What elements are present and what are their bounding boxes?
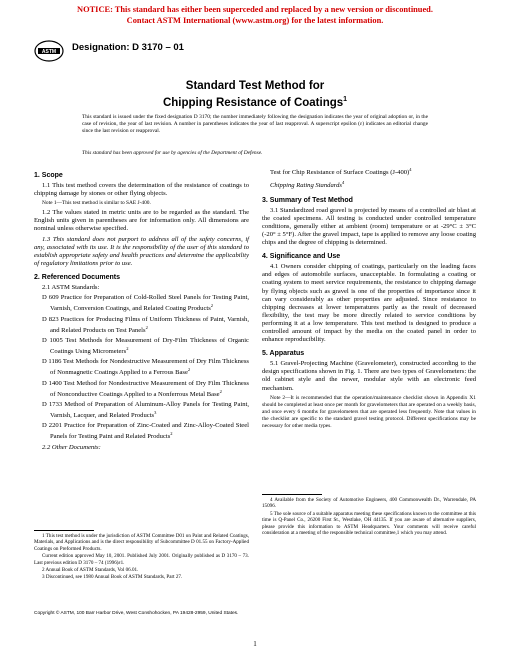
- right-column: [262, 166, 476, 432]
- ref-item: D 1400 Test Method for Nondestructive Measurement of Dry Film Thickness of Nonconductive Coatings Applied to a Nonferrous Metal Base$^2$: [42, 379, 249, 398]
- notice-line-2: Contact ASTM International (www.astm.org) for the latest information.: [126, 16, 384, 25]
- notice-banner: [0, 4, 510, 26]
- para-5-1: 5.1 Gravel-Projecting Machine (Gravelometer), constructed according to the design specifications shown in Fig. 1. There are two types of Gravelometers: the old cabinet style and the newer, modular style with an electronic feed mechanism.: [262, 360, 476, 392]
- ref-item: D 823 Practices for Producing Films of Uniform Thickness of Paint, Varnish, and Related Products on Test Panels$^2$: [42, 315, 249, 334]
- section-heading-apparatus: 5. Apparatus: [262, 350, 305, 358]
- footnote: Current edition approved May 10, 2001. Published July 2001. Originally published as D 3170 – 73. Last previous edition D 3170 – 74 (1996)ε1.: [34, 553, 249, 566]
- para-1-1: 1.1 This test method covers the determination of the resistance of coatings to chipping damage by stones or other flying objects.: [34, 182, 249, 198]
- ref-item: D 1733 Method of Preparation of Aluminum-Alloy Panels for Testing Paint, Varnish, Lacquer, and Related Products$^3$: [42, 401, 249, 420]
- svg-text:ASTM: ASTM: [41, 49, 57, 55]
- astm-logo-icon: [34, 40, 64, 62]
- section-heading-summary: 3. Summary of Test Method: [262, 196, 353, 204]
- note-2: Note 2—It is recommended that the operation/maintenance checklist shown in Appendix X1 should be completed at least once per month for gravelometers that are operated on a weekly basis, and once every 6 months for gravelometers that are operated less frequently. Note that values in the checklist are specific to the standard gravel testing protocol. Different specifications may be necessary for other media types.: [262, 394, 476, 429]
- para-1-2: 1.2 The values stated in metric units are to be regarded as the standard. The English units given in parentheses are for information only. All dimensions are nominal unless otherwise specified.: [34, 209, 249, 233]
- para-2-1: 2.1 ASTM Standards:: [42, 284, 100, 292]
- note-1: Note 1—This test method is similar to SAE J-400.: [42, 200, 151, 207]
- designation: Designation: D 3170 – 01: [72, 42, 184, 53]
- title-line-2: Chipping Resistance of Coatings$^1$: [162, 96, 348, 109]
- standard-note: This standard is issued under the fixed designation D 3170; the number immediately following the designation indicates the year of original adoption or, in the case of revision, the year of last revision. A number in parentheses indicates the year of last reapproval. A superscript epsilon (ε) indicates an editorial change since the last revision or reapproval.: [82, 114, 428, 135]
- footnote: 4 Available from the Society of Automotive Engineers, 400 Commonwealth Dr., Warrendale, PA 15096.: [262, 497, 476, 510]
- ref-item: D 609 Practice for Preparation of Cold-Rolled Steel Panels for Testing Paint, Varnish, Conversion Coatings, and Related Coating Products$^2$: [42, 294, 249, 313]
- page-number: 1: [253, 640, 257, 648]
- section-heading-referenced: 2. Referenced Documents: [34, 273, 120, 281]
- para-1-3: 1.3 This standard does not purport to address all of the safety concerns, if any, associated with its use. It is the responsibility of the user of this standard to establish appropriate safety and health practices and determine the applicability of regulatory limitations prior to use.: [34, 235, 249, 267]
- section-heading-significance: 4. Significance and Use: [262, 253, 341, 261]
- notice-line-1: NOTICE: This standard has either been superceded and replaced by a new version or discontinued.: [77, 5, 433, 14]
- left-column: [34, 166, 249, 454]
- footnote: 3 Discontinued, see 1980 Annual Book of ASTM Standards, Part 27.: [42, 574, 183, 581]
- para-4-1: 4.1 Owners consider chipping of coatings, particularly on the leading faces and edges of automobile surfaces, unacceptable. In formulating a coating or coating system to meet service requirements, the resistance to chipping damage by flying objects such as gravel is one of the properties of importance since it can vary considerably as other properties are adjusted. Since resistance to chipping decreases at lower temperatures partly as the result of decreased flexibility, the test may be more directly related to service conditions by performing it at a low temperature. This test method is designed to produce a controlled amount of impact by the media on the coated panel in order to enhance reproducibility.: [262, 263, 476, 344]
- section-heading-scope: 1. Scope: [34, 172, 63, 179]
- footnote-rule-left: [34, 530, 94, 531]
- footnote: 2 Annual Book of ASTM Standards, Vol 06.01.: [42, 567, 139, 574]
- copyright: Copyright © ASTM, 100 Barr Harbor Drive, West Conshohocken, PA 19428-2959, United States.: [34, 611, 239, 616]
- footnotes-left: [34, 533, 249, 582]
- para-2-2: 2.2 Other Documents:: [42, 443, 101, 451]
- ref-item: D 1005 Test Methods for Measurement of Dry-Film Thickness of Organic Coatings Using Micrometers$^2$: [42, 336, 249, 356]
- footnote: 5 The sole source of a suitable apparatus meeting these specifications known to the committee at this time is Q-Panel Co., 26200 First St., Westlake, OH 44135. If you are aware of alternative suppliers, please provide this information to ASTM Headquarters. Your comments will receive careful consideration at a meeting of the responsible technical committee,1 which you may attend.: [262, 510, 476, 537]
- document-title: [0, 80, 510, 110]
- other-doc-1: Test for Chip Resistance of Surface Coatings $(J-400)^4$: [270, 167, 412, 177]
- footnote-rule-right: [262, 494, 322, 495]
- approval-note: This standard has been approved for use by agencies of the Department of Defense.: [82, 150, 263, 156]
- footnote: 1 This test method is under the jurisdiction of ASTM Committee D01 on Paint and Related Coatings, Materials, and Applications and is the direct responsibility of Subcommittee D 01.55 on Factory-Applied Coatings on Preformed Products.: [34, 533, 249, 552]
- other-doc-2: Chipping Rating Standards$^4$: [270, 180, 345, 190]
- footnotes-right: [262, 497, 476, 537]
- ref-item: D 1186 Test Methods for Nondestructive Measurement of Dry Film Thickness of Nonmagnetic Coatings Applied to a Ferrous Base$^2$: [42, 358, 249, 377]
- title-line-1: Standard Test Method for: [185, 80, 325, 92]
- para-3-1: 3.1 Standardized road gravel is projected by means of a controlled air blast at the coated specimens. All testing is conducted under controlled temperature conditions, generally either at ambient (room) temperature or at -29°C ± 3°C (-20° ± 5°F). After the gravel impact, tape is applied to remove any loose coating chips and the degree of chipping is determined.: [262, 206, 476, 247]
- ref-item: D 2201 Practice for Preparation of Zinc-Coated and Zinc-Alloy-Coated Steel Panels for Testing Paint and Related Products$^2$: [42, 422, 249, 441]
